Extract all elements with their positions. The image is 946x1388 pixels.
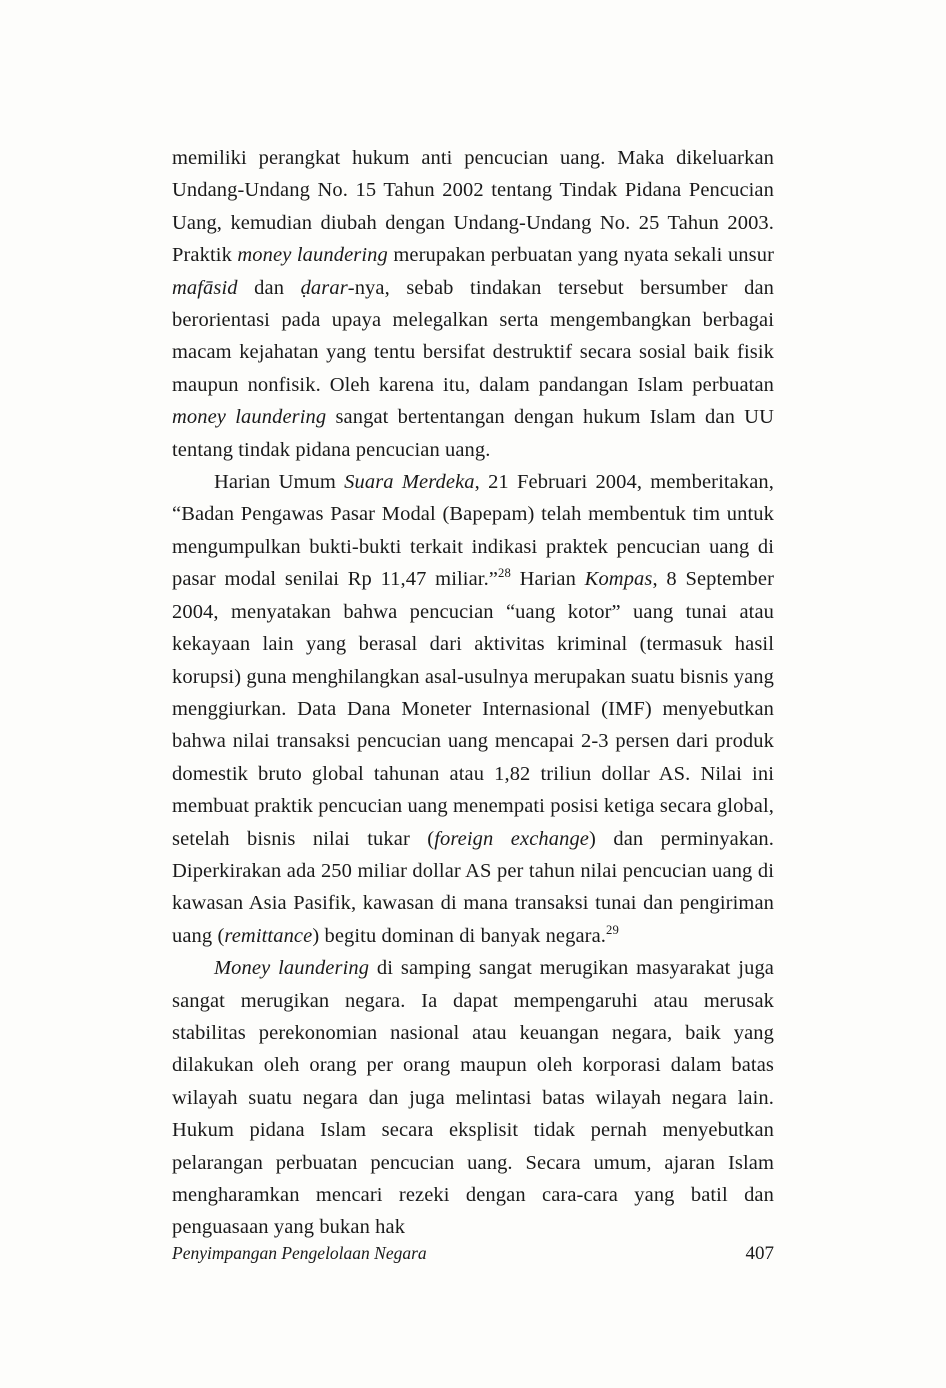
footer-page-number: 407: [745, 1243, 774, 1264]
text-run: , 21 Februari 2004, memberitakan, “Badan Pengawas Pasar Modal (Bapepam) telah membentuk tim untuk mengumpulkan bukti-bukti terkait indikasi praktek pencucian uang di pasar modal senilai Rp 11,47 miliar.”: [172, 471, 774, 591]
text-run: merupakan perbuatan yang nyata sekali unsur: [387, 244, 774, 267]
italic-run: ḍarar: [300, 276, 348, 299]
text-run: di samping sangat merugikan masyarakat juga sangat merugikan negara. Ia dapat mempengaruhi atau merusak stabilitas perekonomian nasional atau keuangan negara, baik yang dilakukan oleh orang per orang maupun oleh korporasi dalam batas wilayah suatu negara dan juga melintasi batas wilayah negara lain. Hukum pidana Islam secara eksplisit tidak pernah menyebutkan pelarangan perbuatan pencucian uang. Secara umum, ajaran Islam mengharamkan mencari rezeki dengan cara-cara yang batil dan penguasaan yang bukan hak: [172, 957, 774, 1239]
paragraph-2: [172, 466, 774, 952]
body-text-column: [172, 142, 774, 1244]
paragraph-3: [172, 952, 774, 1244]
italic-run: mafāsid: [172, 276, 238, 299]
italic-run: money laundering: [172, 406, 327, 429]
italic-run: foreign exchange: [434, 827, 589, 850]
text-run: , 8 September 2004, menyatakan bahwa pencucian “uang kotor” uang tunai atau kekayaan lain yang berasal dari aktivitas kriminal (termasuk hasil korupsi) guna menghilangkan asal-usulnya merupakan suatu bisnis yang menggiurkan. Data Dana Moneter Internasional (IMF) menyebutkan bahwa nilai transaksi pencucian uang mencapai 2-3 persen dari produk domestik bruto global tahunan atau 1,82 triliun dollar AS. Nilai ini membuat praktik pencucian uang menempati posisi ketiga secara global, setelah bisnis nilai tukar (: [172, 568, 775, 850]
footer-running-title: Penyimpangan Pengelolaan Negara: [172, 1243, 427, 1263]
text-run: Harian Umum: [214, 471, 345, 494]
italic-run: money laundering: [237, 244, 388, 267]
paragraph-1: [172, 142, 774, 466]
text-run: dan: [237, 276, 301, 299]
text-run: ) dan perminyakan. Diperkirakan ada 250 miliar dollar AS per tahun nilai pencucian uang di kawasan Asia Pasifik, kawasan di mana transaksi tunai dan pengiriman uang (: [172, 827, 774, 947]
text-run: memiliki perangkat hukum anti pencucian uang. Maka dikeluarkan Undang-Undang No. 15 Tahun 2002 tentang Tindak Pidana Pencucian Uang, kemudian diubah dengan Undang-Undang No. 25 Tahun 2003. Praktik: [172, 147, 774, 267]
page-footer: [172, 1243, 774, 1265]
text-run: -nya, sebab tindakan tersebut bersumber dan berorientasi pada upaya melegalkan serta mengembangkan berbagai macam kejahatan yang tentu bersifat destruktif secara sosial baik fisik maupun nonfisik. Oleh karena itu, dalam pandangan Islam perbuatan: [172, 276, 774, 396]
footnote-marker: 29: [606, 922, 619, 937]
footnote-marker: 28: [498, 566, 511, 581]
italic-run: Suara Merdeka: [344, 471, 475, 494]
text-run: Harian: [510, 568, 585, 591]
italic-run: Kompas: [584, 568, 653, 591]
text-run: ) begitu dominan di banyak negara.: [312, 924, 607, 947]
italic-run: Money laundering: [214, 957, 370, 980]
text-run: sangat bertentangan dengan hukum Islam dan UU tentang tindak pidana pencucian uang.: [172, 406, 774, 461]
italic-run: remittance: [224, 924, 313, 947]
